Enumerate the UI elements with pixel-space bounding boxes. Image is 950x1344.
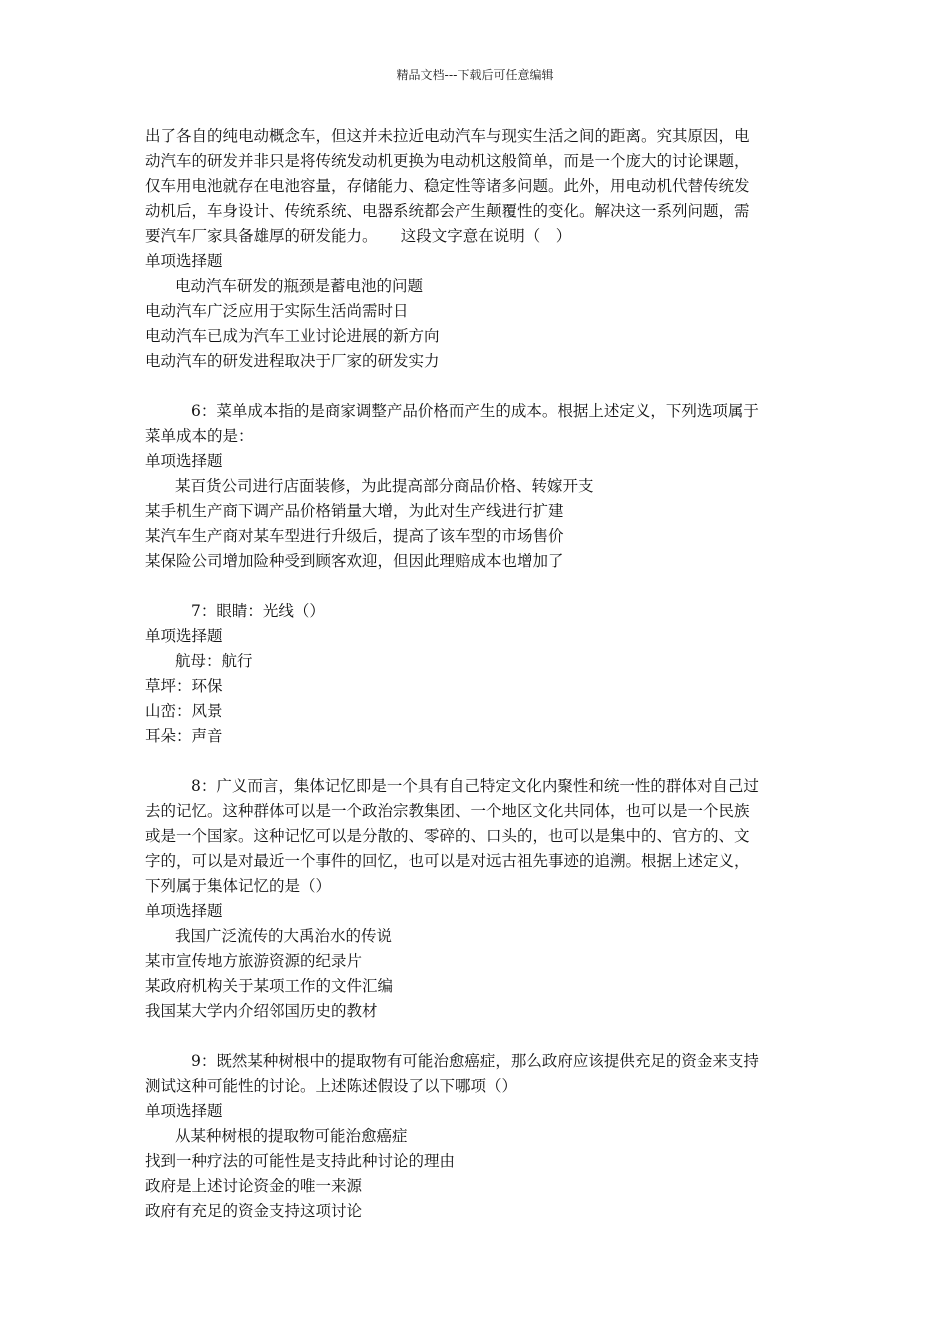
- question-stem-line: 7：眼睛：光线（）: [191, 602, 325, 620]
- option-d[interactable]: 某保险公司增加险种受到顾客欢迎，但因此理赔成本也增加了: [145, 552, 564, 570]
- option-c[interactable]: 某政府机构关于某项工作的文件汇编: [145, 977, 394, 995]
- option-b[interactable]: 找到一种疗法的可能性是支持此种讨论的理由: [145, 1152, 456, 1170]
- question-stem-line: 下列属于集体记忆的是（）: [145, 877, 332, 895]
- question-7: [145, 599, 810, 749]
- question-stem-line: 6：菜单成本指的是商家调整产品价格而产生的成本。根据上述定义，下列选项属于: [191, 402, 759, 420]
- option-b[interactable]: 草坪：环保: [145, 677, 223, 695]
- question-stem-line: 9：既然某种树根中的提取物有可能治愈癌症，那么政府应该提供充足的资金来支持: [191, 1052, 759, 1070]
- question-stem-line: 动机后，车身设计、传统系统、电器系统都会产生颠覆性的变化。解决这一系列问题，需: [145, 202, 750, 220]
- question-stem-line: 或是一个国家。这种记忆可以是分散的、零碎的、口头的，也可以是集中的、官方的、文: [145, 827, 750, 845]
- option-c[interactable]: 政府是上述讨论资金的唯一来源: [145, 1177, 363, 1195]
- question-8: [145, 774, 810, 1024]
- page-header: 精品文档---下载后可任意编辑: [396, 68, 554, 82]
- question-stem-line: 字的，可以是对最近一个事件的回忆，也可以是对远古祖先事迹的追溯。根据上述定义，: [145, 852, 750, 870]
- option-a[interactable]: 航母：航行: [175, 652, 253, 670]
- question-stem-line: 8：广义而言，集体记忆即是一个具有自己特定文化内聚性和统一性的群体对自己过: [191, 777, 759, 795]
- question-stem-line: 仅车用电池就存在电池容量，存储能力、稳定性等诸多问题。此外，用电动机代替传统发: [145, 177, 750, 195]
- question-5: [145, 124, 810, 374]
- question-stem-line: 去的记忆。这种群体可以是一个政治宗教集团、一个地区文化共同体，也可以是一个民族: [145, 802, 750, 820]
- option-d[interactable]: 耳朵：声音: [145, 727, 223, 745]
- document-body: [145, 124, 810, 1224]
- question-type-label: 单项选择题: [145, 452, 223, 470]
- question-stem-line: 动汽车的研发并非只是将传统发动机更换为电动机这般简单，而是一个庞大的讨论课题，: [145, 152, 750, 170]
- option-c[interactable]: 电动汽车已成为汽车工业讨论进展的新方向: [145, 327, 440, 345]
- option-b[interactable]: 某手机生产商下调产品价格销量大增，为此对生产线进行扩建: [145, 502, 564, 520]
- option-a[interactable]: 我国广泛流传的大禹治水的传说: [175, 927, 393, 945]
- question-type-label: 单项选择题: [145, 1102, 223, 1120]
- option-b[interactable]: 电动汽车广泛应用于实际生活尚需时日: [145, 302, 409, 320]
- question-stem-line: 要汽车厂家具备雄厚的研发能力。 这段文字意在说明（ ）: [145, 227, 572, 245]
- option-b[interactable]: 某市宣传地方旅游资源的纪录片: [145, 952, 363, 970]
- question-6: [145, 399, 810, 574]
- question-stem-line: 菜单成本的是：: [145, 427, 254, 445]
- question-type-label: 单项选择题: [145, 627, 223, 645]
- option-a[interactable]: 从某种树根的提取物可能治愈癌症: [175, 1127, 408, 1145]
- question-type-label: 单项选择题: [145, 252, 223, 270]
- question-type-label: 单项选择题: [145, 902, 223, 920]
- option-d[interactable]: 我国某大学内介绍邻国历史的教材: [145, 1002, 378, 1020]
- option-a[interactable]: 某百货公司进行店面装修，为此提高部分商品价格、转嫁开支: [175, 477, 594, 495]
- option-c[interactable]: 山峦：风景: [145, 702, 223, 720]
- option-d[interactable]: 政府有充足的资金支持这项讨论: [145, 1202, 363, 1220]
- option-c[interactable]: 某汽车生产商对某车型进行升级后，提高了该车型的市场售价: [145, 527, 564, 545]
- option-d[interactable]: 电动汽车的研发进程取决于厂家的研发实力: [145, 352, 440, 370]
- option-a[interactable]: 电动汽车研发的瓶颈是蓄电池的问题: [175, 277, 424, 295]
- question-stem-line: 测试这种可能性的讨论。上述陈述假设了以下哪项（）: [145, 1077, 518, 1095]
- question-9: [145, 1049, 810, 1224]
- question-stem-line: 出了各自的纯电动概念车，但这并未拉近电动汽车与现实生活之间的距离。究其原因，电: [145, 127, 750, 145]
